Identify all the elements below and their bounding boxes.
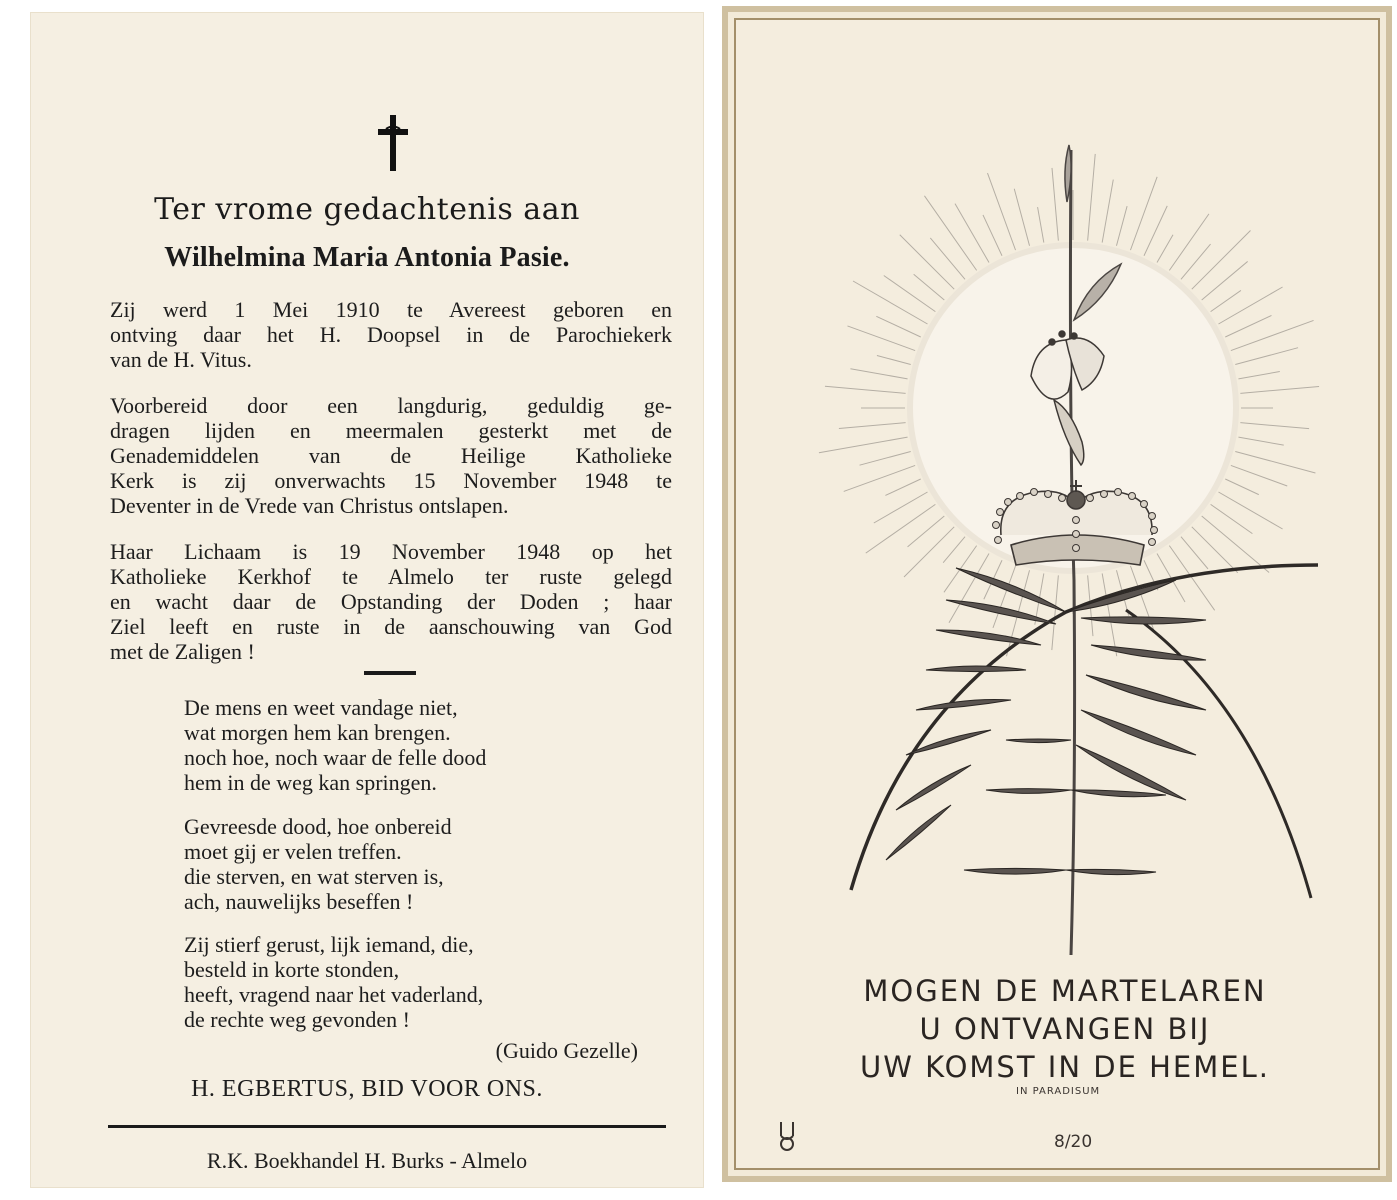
poem-stanza xyxy=(184,695,486,795)
poem-line: besteld in korte stonden, xyxy=(184,957,400,982)
death-paragraph xyxy=(110,393,672,518)
text-line: dragen lijden en meermalen gesterkt met de xyxy=(110,418,672,443)
text-line: Voorbereid door een langdurig, geduldig ge- xyxy=(110,393,672,418)
poem-line: wat morgen hem kan brengen. xyxy=(184,720,451,745)
text-line: Zij werd 1 Mei 1910 te Avereest geboren en xyxy=(110,297,672,322)
poem-line: die sterven, en wat sterven is, xyxy=(184,864,444,889)
text-line: van de H. Vitus. xyxy=(110,347,252,372)
poem-line: Zij stierf gerust, lijk iemand, die, xyxy=(184,932,474,957)
poem-attribution: (Guido Gezelle) xyxy=(495,1038,638,1063)
birth-paragraph xyxy=(110,297,672,372)
text-line: Deventer in de Vrede van Christus ontslapen. xyxy=(110,493,509,518)
caption-line: MOGEN DE MARTELAREN xyxy=(863,974,1267,1008)
saint-invocation: H. EGBERTUS, BID VOOR ONS. xyxy=(191,1076,543,1102)
edition-number: 8/20 xyxy=(1054,1132,1093,1152)
poem-line: de rechte weg gevonden ! xyxy=(184,1007,411,1032)
image-frame xyxy=(734,18,1380,1170)
section-divider xyxy=(364,671,416,675)
text-line: en wacht daar de Opstanding der Doden ; haar xyxy=(110,589,672,614)
footer-divider xyxy=(108,1125,666,1128)
caption-line: UW KOMST IN DE HEMEL. xyxy=(860,1050,1270,1084)
publisher-imprint: R.K. Boekhandel H. Burks - Almelo xyxy=(206,1148,528,1173)
lily-crown-palm-illustration xyxy=(736,20,1394,1184)
palm-branch xyxy=(851,565,1318,898)
poem-line: heeft, vragend naar het vaderland, xyxy=(184,982,484,1007)
text-line: met de Zaligen ! xyxy=(110,639,255,664)
text-line: Haar Lichaam is 19 November 1948 op het xyxy=(110,539,672,564)
text-line: Ziel leeft en ruste in de aanschouwing van God xyxy=(110,614,672,639)
poem-line: De mens en weet vandage niet, xyxy=(184,695,458,720)
caption-line: U ONTVANGEN BIJ xyxy=(919,1012,1211,1046)
text-line: Genademiddelen van de Heilige Katholieke xyxy=(110,443,672,468)
poem-line: Gevreesde dood, hoe onbereid xyxy=(184,814,452,839)
poem-line: noch hoe, noch waar de felle dood xyxy=(184,745,487,770)
poem-line: moet gij er velen treffen. xyxy=(184,839,402,864)
memorial-card-text-side xyxy=(30,12,704,1188)
text-line: Kerk is zij onverwachts 15 November 1948 te xyxy=(110,468,672,493)
poem-stanza xyxy=(184,932,483,1032)
text-line: Katholieke Kerkhof te Almelo ter ruste gelegd xyxy=(110,564,672,589)
artist-monogram-icon xyxy=(776,1120,798,1152)
text-line: ontving daar het H. Doopsel in de Parochiekerk xyxy=(110,322,672,347)
poem-line: ach, nauwelijks beseffen ! xyxy=(184,889,414,914)
memorial-card-image-side xyxy=(722,6,1392,1182)
dedication-heading: Ter vrome gedachtenis aan xyxy=(154,192,580,227)
subcaption: IN PARADISUM xyxy=(1016,1086,1101,1097)
poem-stanza xyxy=(184,814,452,914)
cross-icon xyxy=(374,115,412,171)
deceased-name: Wilhelmina Maria Antonia Pasie. xyxy=(164,242,570,273)
poem-line: hem in de weg kan springen. xyxy=(184,770,437,795)
burial-paragraph xyxy=(110,539,672,664)
